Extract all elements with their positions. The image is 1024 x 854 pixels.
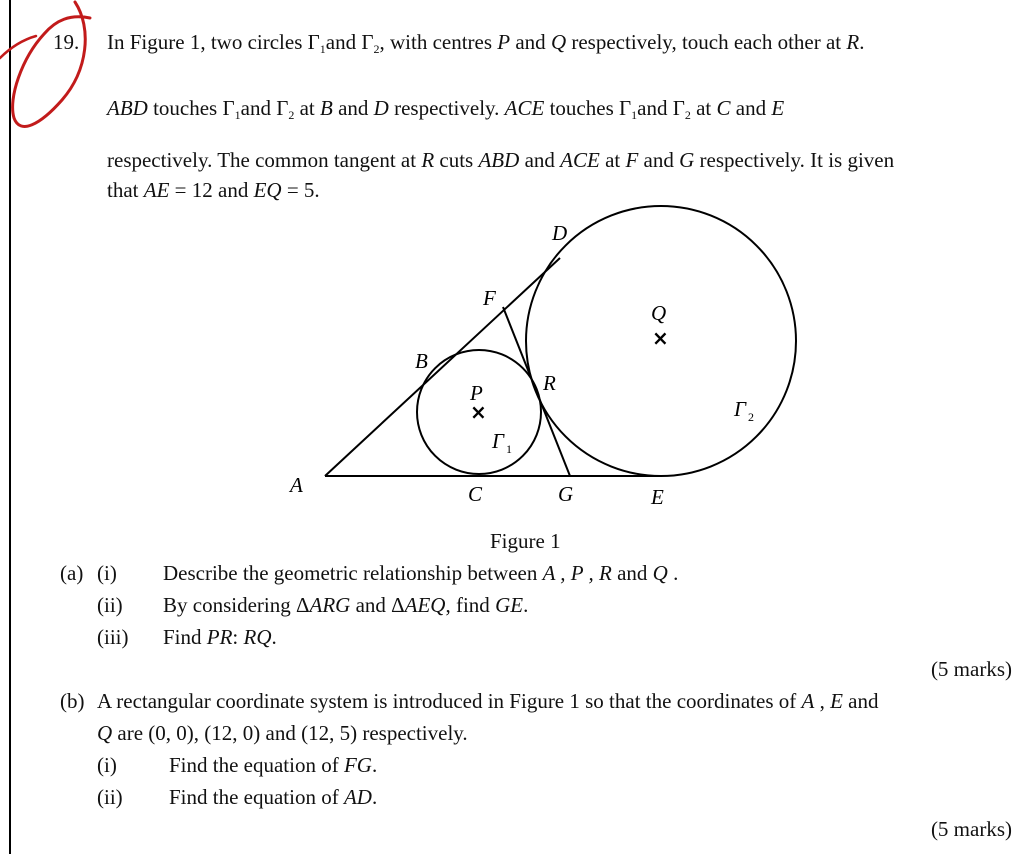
label-gamma-2: Γ (734, 397, 746, 421)
part-b-label: (b) (60, 689, 85, 713)
part-b-text-1: A rectangular coordinate system is introduced in Figure 1 so that the coordinates of A , E and (97, 689, 879, 713)
label-D: D (552, 221, 568, 245)
part-b-i-text: Find the equation of FG. (169, 753, 378, 777)
label-G: G (558, 482, 574, 506)
label-C: C (468, 482, 483, 506)
center-P-cross-icon: × (470, 400, 487, 424)
part-b-i-label: (i) (97, 753, 117, 777)
label-gamma-1: Γ (492, 429, 504, 453)
part-a-i-label: (i) (97, 561, 117, 585)
part-b-ii-text: Find the equation of AD. (169, 785, 378, 809)
intro-line-2: ABD touches $\Gamma_1and$ $\Gamma_2$ at B and D respectively. ACE touches $\Gamma_1and$ $\Gamma_2$ at C and E (107, 96, 785, 122)
part-b-ii-label: (ii) (97, 785, 123, 809)
label-B: B (415, 349, 428, 373)
part-a-label: (a) (60, 561, 84, 585)
label-P: P (470, 381, 483, 405)
center-Q-cross-icon: × (652, 326, 669, 350)
part-a-i-text: Describe the geometric relationship between A , P , R and Q . (163, 561, 679, 585)
part-a-iii-label: (iii) (97, 625, 129, 649)
part-b-marks: (5 marks) (930, 817, 1012, 841)
label-gamma-1-sub: 1 (506, 442, 512, 456)
part-a-ii-text: By considering ΔARG and ΔAEQ, find GE. (163, 593, 529, 617)
intro-line-1: In Figure 1, two circles $\Gamma_1and$ $\Gamma_2$, with centres P and Q respectively, touch each other at R. (107, 30, 865, 56)
label-Q: Q (651, 301, 667, 325)
intro-line-3: respectively. The common tangent at R cuts ABD and ACE at F and G respectively. It is given (107, 148, 895, 172)
part-a-marks: (5 marks) (930, 657, 1012, 681)
label-gamma-2-sub: 2 (748, 410, 754, 424)
part-a-iii-text: Find PR: RQ. (163, 625, 277, 649)
intro-line-4: that AE = 12 and EQ = 5. (107, 178, 320, 202)
line-ABD (325, 258, 560, 476)
label-F: F (483, 286, 496, 310)
figure-caption: Figure 1 (490, 529, 561, 553)
part-a-ii-label: (ii) (97, 593, 123, 617)
question-number: 19. (53, 30, 80, 54)
label-A: A (290, 473, 303, 497)
part-b-text-2: Q are (0, 0), (12, 0) and (12, 5) respectively. (97, 721, 468, 745)
label-R: R (543, 371, 556, 395)
label-E: E (651, 485, 664, 509)
